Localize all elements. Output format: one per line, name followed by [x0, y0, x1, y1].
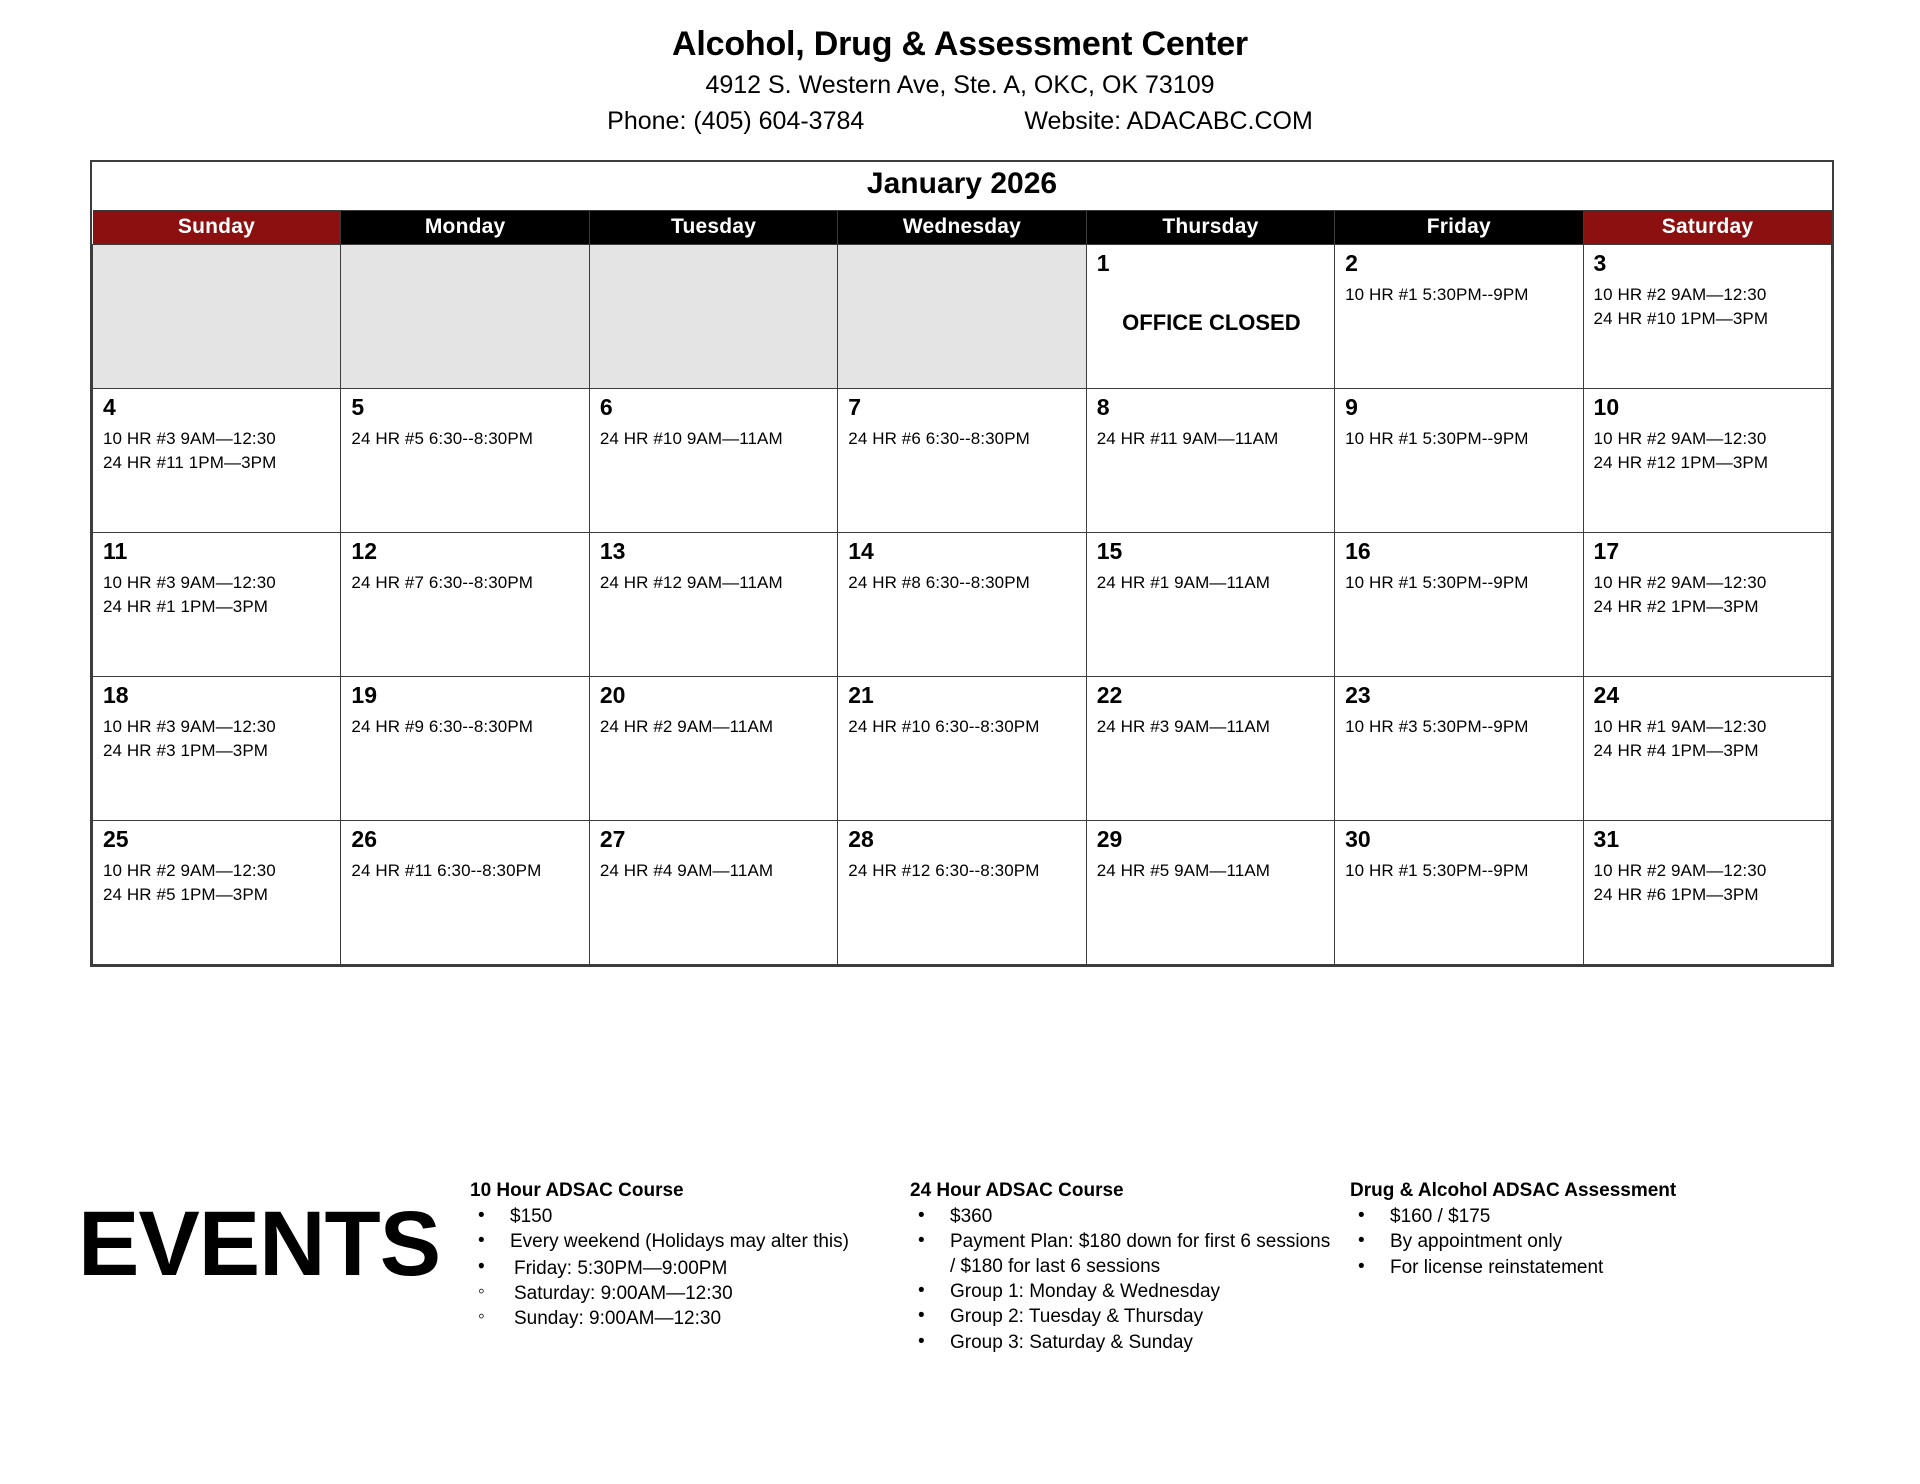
event-entry: 24 HR #6 1PM—3PM	[1593, 884, 1759, 904]
day-number: 15	[1096, 537, 1123, 564]
event-entry: 10 HR #2 9AM—12:30	[1593, 284, 1767, 304]
event-entry: 10 HR #3 9AM—12:30	[103, 572, 276, 592]
day-number: 19	[351, 681, 378, 708]
day-number: 5	[351, 393, 365, 420]
day-number: 22	[1096, 681, 1123, 708]
event-entry: 24 HR #10 9AM—11AM	[599, 428, 783, 448]
day-number: 1	[1096, 249, 1110, 276]
day-events	[1097, 715, 1326, 739]
calendar-day-cell	[589, 676, 837, 820]
event-entry: 10 HR #1 5:30PM--9PM	[1345, 284, 1529, 304]
day-events	[1345, 571, 1574, 595]
event-entry: 24 HR #11 6:30--8:30PM	[351, 860, 542, 880]
day-events	[1097, 571, 1326, 595]
event-entry: 24 HR #12 6:30--8:30PM	[848, 860, 1040, 880]
calendar-day-cell	[1583, 244, 1831, 388]
event-entry: 10 HR #2 9AM—12:30	[1593, 572, 1767, 592]
day-number: 24	[1593, 681, 1620, 708]
day-number: 31	[1593, 825, 1620, 852]
day-events	[600, 571, 829, 595]
event-entry: 24 HR #10 6:30--8:30PM	[848, 716, 1040, 736]
day-header-saturday: Saturday	[1583, 210, 1831, 244]
day-header-tuesday: Tuesday	[589, 210, 837, 244]
day-number: 2	[1345, 249, 1358, 276]
event-entry: 24 HR #1 1PM—3PM	[103, 596, 269, 616]
event-entry: 24 HR #5 6:30--8:30PM	[351, 428, 534, 448]
calendar-empty-cell	[838, 244, 1086, 388]
event-entry: 24 HR #5 1PM—3PM	[103, 884, 269, 904]
calendar-day-cell	[838, 820, 1086, 964]
calendar-day-cell	[838, 388, 1086, 532]
calendar-day-cell	[1086, 676, 1334, 820]
footer-bullet-list	[470, 1205, 900, 1331]
day-number: 21	[848, 681, 874, 708]
footer-bullet-item: • Group 3: Saturday & Sunday	[910, 1331, 1340, 1355]
footer-bullet-item: • $360	[910, 1205, 1340, 1229]
day-events	[600, 427, 829, 451]
calendar-week-row	[93, 244, 1832, 388]
footer-column-heading: 10 Hour ADSAC Course	[470, 1180, 684, 1201]
day-number: 23	[1345, 681, 1371, 708]
day-number: 30	[1345, 825, 1371, 852]
event-entry: 10 HR #2 9AM—12:30	[103, 860, 276, 880]
calendar-day-cell	[341, 532, 589, 676]
day-header-monday: Monday	[341, 210, 589, 244]
calendar-day-cell	[838, 532, 1086, 676]
day-events	[103, 571, 332, 619]
day-number: 9	[1345, 393, 1358, 420]
event-entry: 24 HR #1 9AM—11AM	[1096, 572, 1271, 592]
day-events	[1345, 715, 1574, 739]
calendar-day-cell	[93, 532, 341, 676]
calendar-day-cell	[589, 532, 837, 676]
day-header-friday: Friday	[1335, 210, 1583, 244]
footer-bullet-list	[910, 1205, 1340, 1355]
day-number: 17	[1593, 537, 1620, 564]
day-number: 8	[1096, 393, 1110, 420]
day-events	[600, 859, 829, 883]
day-events	[1594, 283, 1823, 331]
calendar-day-cell	[838, 676, 1086, 820]
footer-bullet-item: • Group 2: Tuesday & Thursday	[910, 1305, 1340, 1329]
day-number: 7	[848, 393, 862, 420]
events-heading: EVENTS	[78, 1193, 441, 1295]
day-events	[103, 859, 332, 907]
footer-bullet-item: • $150	[470, 1205, 900, 1229]
letterhead	[0, 0, 1920, 139]
event-entry: 24 HR #4 9AM—11AM	[599, 860, 774, 880]
event-entry: 24 HR #6 6:30--8:30PM	[848, 428, 1030, 448]
event-entry: 24 HR #11 1PM—3PM	[103, 452, 277, 472]
day-header-wednesday: Wednesday	[838, 210, 1086, 244]
calendar-week-row	[93, 388, 1832, 532]
footer-column-heading: 24 Hour ADSAC Course	[910, 1180, 1124, 1201]
day-number: 12	[351, 537, 378, 564]
event-entry: 24 HR #5 9AM—11AM	[1096, 860, 1271, 880]
day-events	[351, 571, 580, 595]
calendar-day-cell	[1335, 676, 1583, 820]
calendar-day-cell	[1086, 388, 1334, 532]
day-events	[1594, 859, 1823, 907]
day-events	[351, 715, 580, 739]
event-entry: 10 HR #1 9AM—12:30	[1593, 716, 1767, 736]
event-entry: 10 HR #1 5:30PM--9PM	[1345, 428, 1529, 448]
footer-column-10-hour	[470, 1180, 910, 1332]
day-number: 11	[103, 537, 128, 564]
footer-bullet-item: • Group 1: Monday & Wednesday	[910, 1280, 1340, 1304]
event-entry: 10 HR #1 5:30PM--9PM	[1345, 860, 1529, 880]
event-entry: 24 HR #2 1PM—3PM	[1593, 596, 1759, 616]
day-events	[1345, 859, 1574, 883]
event-entry: 24 HR #3 1PM—3PM	[103, 740, 269, 760]
calendar-table	[92, 162, 1832, 965]
day-events	[1594, 427, 1823, 475]
calendar-day-cell	[93, 676, 341, 820]
day-number: 20	[599, 681, 626, 708]
day-events	[351, 859, 580, 883]
event-entry: 24 HR #10 1PM—3PM	[1593, 308, 1769, 328]
event-entry: 24 HR #12 1PM—3PM	[1593, 452, 1769, 472]
day-events	[103, 715, 332, 763]
contact-row	[0, 105, 1920, 139]
day-header-sunday: Sunday	[93, 210, 341, 244]
calendar-week-row	[93, 820, 1832, 964]
day-number: 10	[1593, 393, 1620, 420]
calendar-day-cell	[341, 388, 589, 532]
calendar-day-cell	[1583, 820, 1831, 964]
day-events	[1097, 427, 1326, 451]
website-url: Website: ADACABC.COM	[1024, 107, 1313, 136]
day-events	[1594, 571, 1823, 619]
calendar-day-cell	[589, 388, 837, 532]
event-entry: 24 HR #2 9AM—11AM	[599, 716, 774, 736]
calendar-empty-cell	[93, 244, 341, 388]
calendar-day-cell	[341, 820, 589, 964]
footer-sub-bullet-item: ◦ Sunday: 9:00AM—12:30	[470, 1306, 900, 1331]
organization-name: Alcohol, Drug & Assessment Center	[672, 25, 1248, 63]
day-events	[848, 571, 1077, 595]
footer-column-24-hour	[910, 1180, 1350, 1356]
day-events	[600, 715, 829, 739]
month-title-row	[93, 162, 1832, 210]
event-entry: 24 HR #8 6:30--8:30PM	[848, 572, 1030, 592]
event-entry: 24 HR #12 9AM—11AM	[599, 572, 783, 592]
day-events	[1594, 715, 1823, 763]
day-events	[103, 427, 332, 475]
footer-subitem-group	[470, 1256, 900, 1331]
day-header-thursday: Thursday	[1086, 210, 1334, 244]
calendar-empty-cell	[589, 244, 837, 388]
day-number: 27	[599, 825, 626, 852]
footer-section	[0, 1180, 1920, 1356]
calendar-day-cell	[341, 676, 589, 820]
calendar-day-cell	[1335, 532, 1583, 676]
event-entry: 10 HR #3 5:30PM--9PM	[1345, 716, 1529, 736]
day-events	[1345, 427, 1574, 451]
calendar-day-cell	[93, 388, 341, 532]
calendar-table-container	[90, 160, 1834, 967]
calendar-day-cell	[1583, 676, 1831, 820]
organization-address: 4912 S. Western Ave, Ste. A, OKC, OK 73109	[705, 71, 1215, 100]
phone-number: Phone: (405) 604-3784	[607, 107, 865, 136]
calendar-week-row	[93, 532, 1832, 676]
event-entry: 24 HR #3 9AM—11AM	[1096, 716, 1271, 736]
event-entry: 24 HR #4 1PM—3PM	[1593, 740, 1759, 760]
day-number: 13	[599, 537, 626, 564]
day-number: 3	[1593, 249, 1607, 276]
footer-column-assessment	[1350, 1180, 1780, 1281]
footer-bullet-list	[1350, 1205, 1770, 1280]
footer-bullet-item: • For license reinstatement	[1350, 1256, 1770, 1280]
calendar-day-cell	[1335, 388, 1583, 532]
calendar-day-cell	[1086, 244, 1334, 388]
event-entry: 24 HR #9 6:30--8:30PM	[351, 716, 534, 736]
footer-sub-bullet-list	[470, 1256, 900, 1331]
footer-bullet-item: • By appointment only	[1350, 1230, 1770, 1254]
calendar-day-cell	[1583, 532, 1831, 676]
day-number: 14	[848, 537, 874, 564]
event-entry: 10 HR #2 9AM—12:30	[1593, 428, 1767, 448]
calendar-day-cell	[1583, 388, 1831, 532]
footer-bullet-item: • Payment Plan: $180 down for first 6 sessions / $180 for last 6 sessions	[910, 1230, 1340, 1279]
event-entry: 10 HR #2 9AM—12:30	[1593, 860, 1767, 880]
calendar-day-cell	[1335, 244, 1583, 388]
day-events	[351, 427, 580, 451]
day-events	[1345, 283, 1574, 307]
day-number: 6	[599, 393, 613, 420]
calendar-day-cell	[1335, 820, 1583, 964]
calendar-day-cell	[589, 820, 837, 964]
office-closed-note: OFFICE CLOSED	[1122, 309, 1301, 335]
day-number: 28	[848, 825, 874, 852]
footer-sub-bullet-item: ◦ • Friday: 5:30PM—9:00PM	[470, 1256, 900, 1281]
day-events	[848, 715, 1077, 739]
calendar-day-cell	[1086, 820, 1334, 964]
day-number: 25	[103, 825, 129, 852]
event-entry: 10 HR #3 9AM—12:30	[103, 428, 276, 448]
day-events	[1097, 859, 1326, 883]
footer-column-heading: Drug & Alcohol ADSAC Assessment	[1350, 1180, 1677, 1201]
calendar-day-cell	[93, 820, 341, 964]
day-of-week-header-row	[93, 210, 1832, 244]
footer-sub-bullet-item: ◦ Saturday: 9:00AM—12:30	[470, 1281, 900, 1306]
calendar-week-row	[93, 676, 1832, 820]
event-entry: 24 HR #11 9AM—11AM	[1096, 428, 1279, 448]
month-title: January 2026	[93, 162, 1832, 210]
day-number: 4	[103, 393, 116, 420]
calendar-day-cell	[1086, 532, 1334, 676]
footer-bullet-item: • $160 / $175	[1350, 1205, 1770, 1229]
day-events	[848, 859, 1077, 883]
day-number: 16	[1345, 537, 1371, 564]
day-number: 29	[1096, 825, 1123, 852]
event-entry: 10 HR #3 9AM—12:30	[103, 716, 276, 736]
footer-bullet-item: • Every weekend (Holidays may alter this)	[470, 1230, 900, 1254]
event-entry: 10 HR #1 5:30PM--9PM	[1345, 572, 1529, 592]
day-events	[848, 427, 1077, 451]
calendar-empty-cell	[341, 244, 589, 388]
event-entry: 24 HR #7 6:30--8:30PM	[351, 572, 534, 592]
day-number: 26	[351, 825, 378, 852]
day-number: 18	[103, 681, 129, 708]
